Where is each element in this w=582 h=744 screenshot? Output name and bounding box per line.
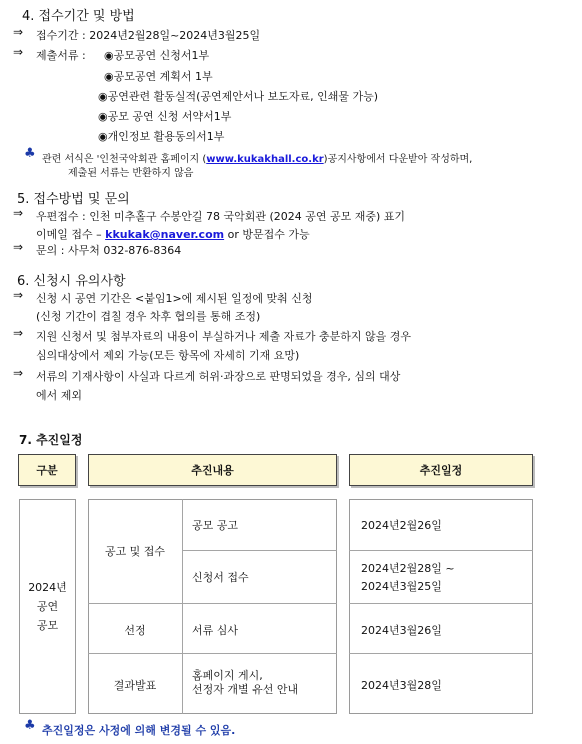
arrow-icon: ⇒ [13,326,24,340]
doc-item: ◉공모 공연 신청 서약서1부 [98,110,232,123]
notice-item-cont: 심의대상에서 제외 가능(모든 항목에 자세히 기재 요망) [36,349,300,362]
arrow-icon: ⇒ [13,240,24,254]
homepage-link[interactable]: www.kukakhall.co.kr [206,154,324,165]
doc-item: ◉공모공연 신청서1부 [104,49,210,62]
row-divider [349,550,533,551]
contact-text: 문의 : 사무처 032-876-8364 [36,244,182,257]
clubs-icon: ♣ [24,146,36,161]
content-label: 신청서 접수 [192,571,249,584]
mail-text: 우편접수 : 인천 미추홀구 수봉안길 78 국악회관 (2024 공연 공모 재중) 표기 [36,210,406,223]
category-label: 선정 [124,624,146,637]
period-text: 접수기간 : 2024년2월28일~2024년3월25일 [36,29,261,42]
docs-label: 제출서류 : [36,49,86,62]
doc-item: ◉공모공연 계획서 1부 [104,70,213,83]
section7-title: 7. 추진일정 [19,433,83,447]
schedule-date: 2024년3월26일 [361,624,442,637]
section5-title: 5. 접수방법 및 문의 [17,192,130,207]
arrow-icon: ⇒ [13,288,24,302]
content-label: 서류 심사 [192,624,239,637]
content-label: 공모 공고 [192,519,239,532]
notice-item-cont: 에서 제외 [36,389,83,402]
arrow-icon: ⇒ [13,366,24,380]
header-category: 구분 [18,454,76,486]
content-label: 홈페이지 게시, 선정자 개별 유선 안내 [192,669,299,696]
arrow-icon: ⇒ [13,206,24,220]
row-divider [182,550,337,551]
doc-item: ◉공연관련 활동실적(공연제안서나 보도자료, 인쇄물 가능) [98,90,379,103]
arrow-icon: ⇒ [13,45,24,59]
header-schedule: 추진일정 [349,454,533,486]
notice-item: 서류의 기재사항이 사실과 다르게 허위·과장으로 판명되었을 경우, 심의 대상 [36,370,401,383]
row-divider [88,603,337,604]
category-label: 공고 및 접수 [104,545,166,558]
schedule-date: 2024년2월28일 ~ 2024년3월25일 [361,562,455,593]
notice-item: 신청 시 공연 기간은 <붙임1>에 제시된 일정에 맞춰 신청 [36,292,313,305]
clubs-icon: ♣ [24,718,36,733]
schedule-footnote: 추진일정은 사정에 의해 변경될 수 있음. [42,724,236,737]
col-divider [182,499,183,714]
row-divider [349,653,533,654]
email-link[interactable]: kkukak@naver.com [105,228,225,241]
notice-item-cont: (신청 기간이 겹칠 경우 차후 협의를 통해 조정) [36,310,261,323]
arrow-icon: ⇒ [13,25,24,39]
row-divider [349,603,533,604]
form-note: 관련 서식은 '인천국악회관 홈페이지 (www.kukakhall.co.kr)공지사항에서 다운받아 작성하며, [42,154,473,165]
email-line: 이메일 접수 – kkukak@naver.com or 방문접수 가능 [36,228,310,241]
doc-item: ◉개인정보 활용동의서1부 [98,130,225,143]
notice-item: 지원 신청서 및 첨부자료의 내용이 부실하거나 제출 자료가 충분하지 않을 경우 [36,330,411,343]
section6-title: 6. 신청시 유의사항 [17,274,126,289]
group-label: 2024년 공연 공모 [28,581,67,632]
schedule-date: 2024년2월26일 [361,519,442,532]
section4-title: 4. 접수기간 및 방법 [22,9,135,24]
form-note-line2: 제출된 서류는 반환하지 않음 [68,168,194,179]
header-content: 추진내용 [88,454,337,486]
category-label: 결과발표 [113,679,157,692]
row-divider [88,653,337,654]
schedule-date: 2024년3월28일 [361,679,442,692]
